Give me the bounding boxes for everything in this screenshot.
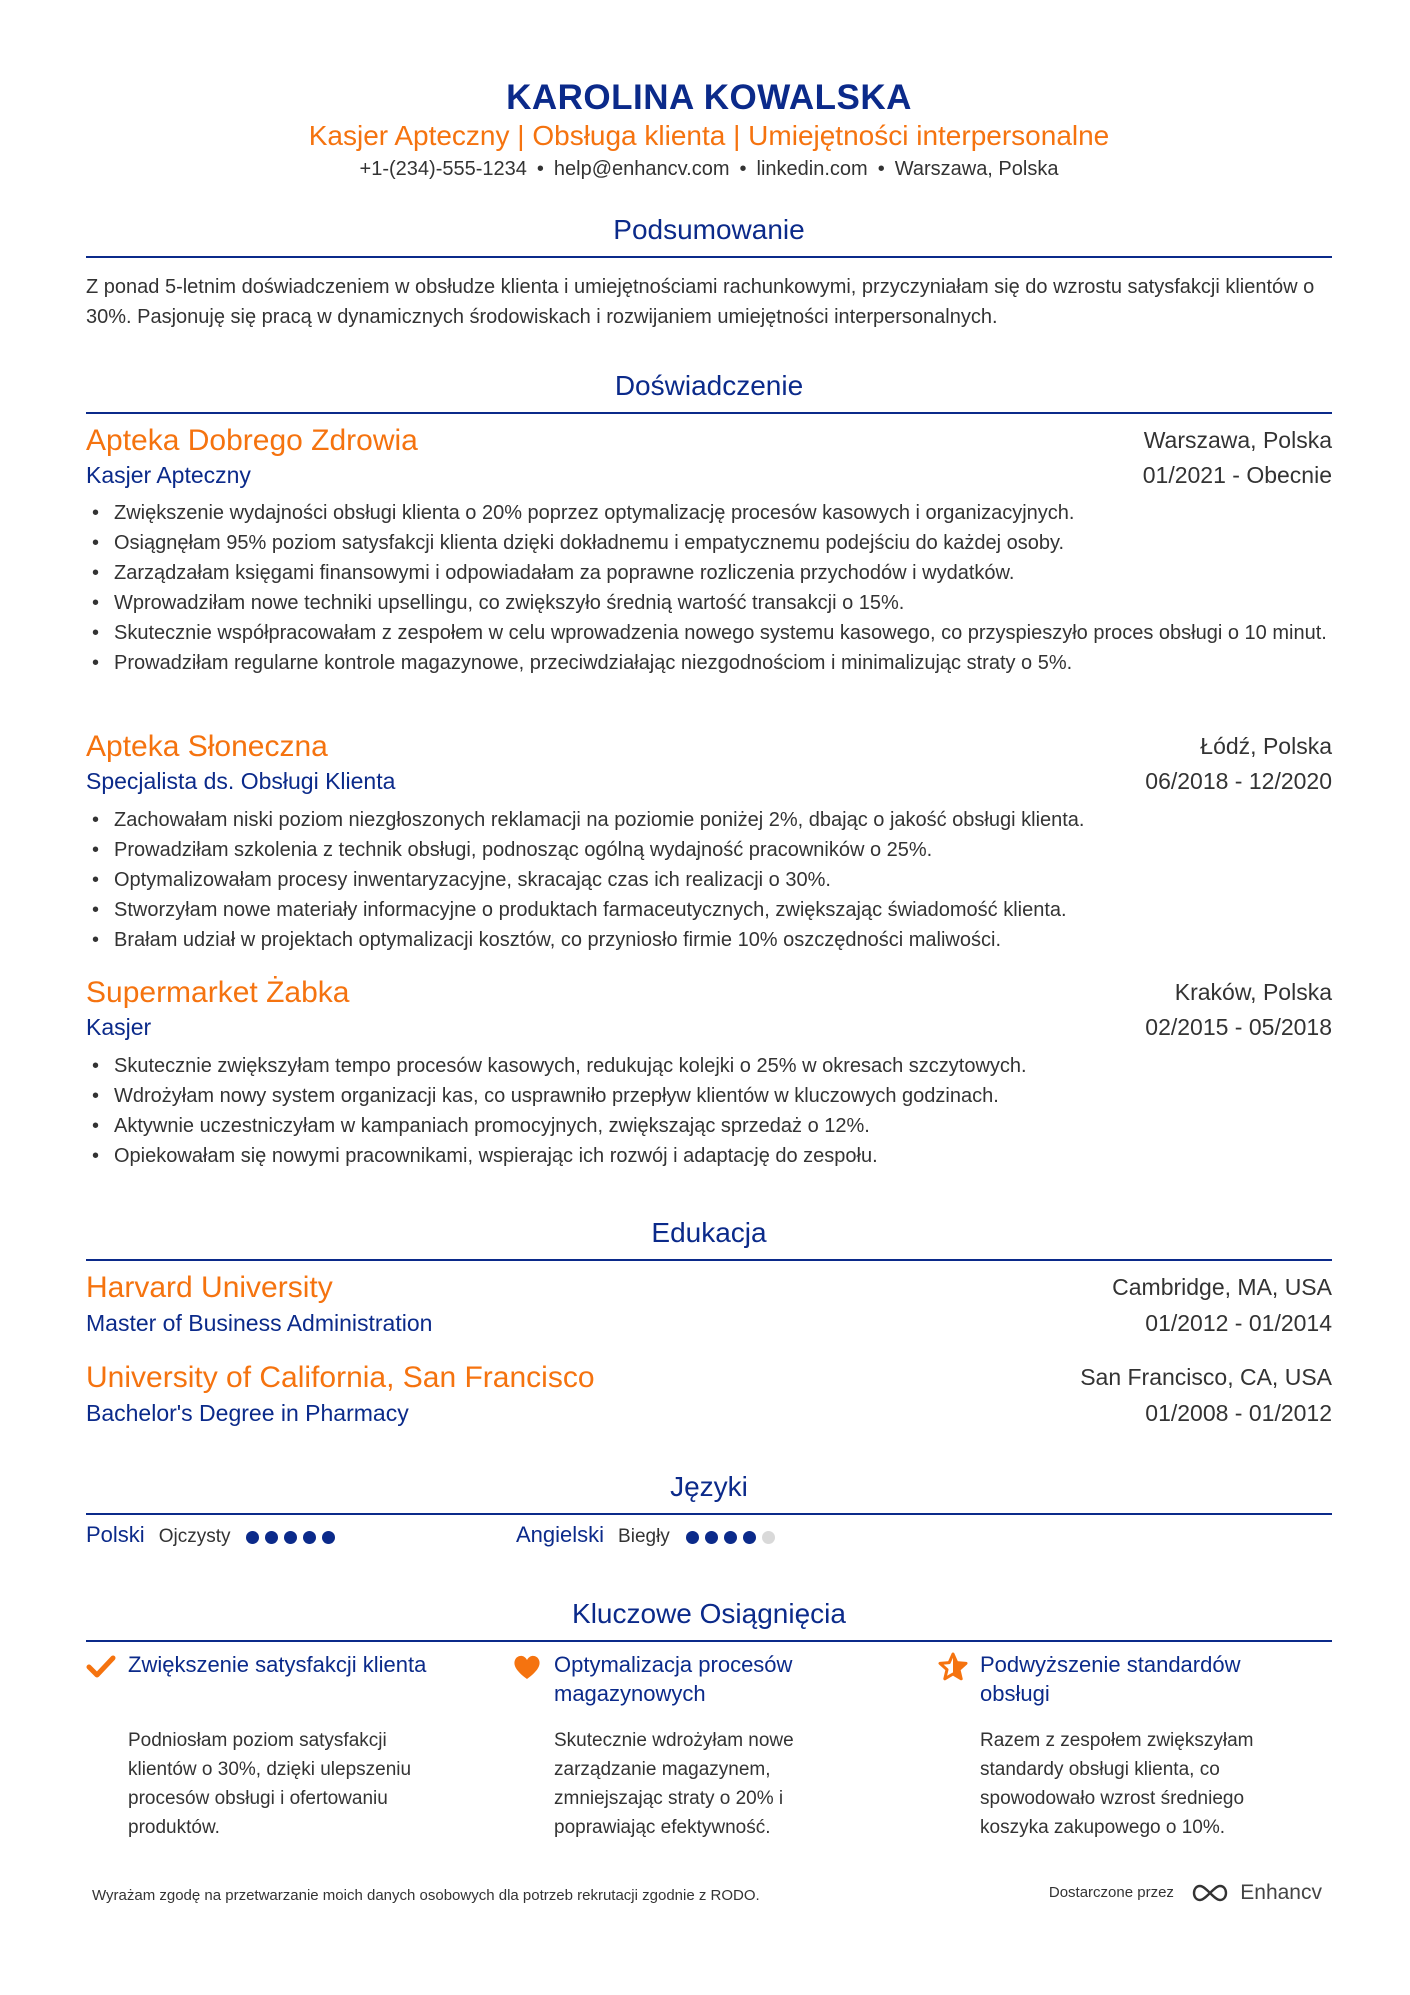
job-dates: 01/2021 - Obecnie (1142, 462, 1332, 488)
school-location: San Francisco, CA, USA (1080, 1364, 1332, 1390)
achievements-title: Kluczowe Osiągnięcia (572, 1598, 846, 1629)
divider (86, 412, 1332, 414)
rating-dot-filled (705, 1531, 718, 1544)
summary-title: Podsumowanie (613, 214, 805, 245)
phone: +1-(234)-555-1234 (359, 158, 527, 180)
achievement-description: Skutecznie wdrożyłam nowe zarządzanie magazynem, zmniejszając straty o 20% i poprawiając efektywność. (554, 1730, 794, 1838)
brand-name[interactable]: Enhancv (1240, 1881, 1322, 1904)
degree: Master of Business Administration (86, 1310, 433, 1336)
list-item: • Wdrożyłam nowy system organizacji kas, co usprawniło przepływ klientów w kluczowych godzinach. (86, 1081, 1332, 1111)
language-level: Biegły (618, 1526, 670, 1547)
rating-dot-filled (303, 1531, 316, 1544)
list-item: • Zwiększenie wydajności obsługi klienta o 20% poprzez optymalizację procesów kasowych i organizacyjnych. (86, 498, 1332, 528)
job-location: Kraków, Polska (1174, 979, 1332, 1005)
achievement-description: Razem z zespołem zwiększyłam standardy obsługi klienta, co spowodowało wzrost średniego koszyka zakupowego o 10%. (980, 1730, 1254, 1838)
rating-dot-filled (246, 1531, 259, 1544)
location: Warszawa, Polska (894, 158, 1059, 180)
degree: Bachelor's Degree in Pharmacy (86, 1400, 409, 1426)
rating-dot-filled (265, 1531, 278, 1544)
school-name: Harvard University (86, 1271, 333, 1304)
linkedin-link[interactable]: linkedin.com (756, 158, 868, 180)
footer-brand (1049, 1881, 1322, 1905)
divider (86, 1640, 1332, 1642)
job-bullets (86, 1051, 1332, 1171)
email[interactable]: help@enhancv.com (553, 158, 730, 180)
achievement-title: Zwiększenie satysfakcji klienta (128, 1652, 427, 1677)
languages-title: Języki (670, 1471, 748, 1502)
experience-title: Doświadczenie (614, 370, 804, 401)
language-item (86, 1522, 341, 1548)
list-item: • Skutecznie zwiększyłam tempo procesów kasowych, redukując kolejki o 25% w okresach szczytowych. (86, 1051, 1332, 1081)
school-name: University of California, San Francisco (86, 1361, 595, 1394)
language-name: Polski (86, 1522, 145, 1547)
check-icon (86, 1652, 116, 1682)
achievement-title: Optymalizacja procesów magazynowych (554, 1652, 793, 1706)
star-icon (938, 1652, 968, 1682)
list-item: • Optymalizowałam procesy inwentaryzacyjne, skracając czas ich realizacji o 30%. (86, 865, 1332, 895)
job-location: Warszawa, Polska (1143, 427, 1332, 453)
education-title: Edukacja (651, 1217, 767, 1248)
job-location: Łódź, Polska (1200, 733, 1332, 759)
job-bullets (86, 805, 1332, 955)
language-item (516, 1522, 781, 1548)
education-dates: 01/2008 - 01/2012 (1145, 1400, 1332, 1426)
enhancv-logo-icon (1188, 1882, 1232, 1904)
divider (86, 1513, 1332, 1515)
language-name: Angielski (516, 1522, 605, 1547)
language-level: Ojczysty (158, 1526, 231, 1547)
list-item: • Prowadziłam szkolenia z technik obsługi, podnosząc ogólną wydajność pracowników o 25%. (86, 835, 1332, 865)
divider (86, 1259, 1332, 1261)
contact-line: +1-(234)-555-1234 • help@enhancv.com • linkedin.com • Warszawa, Polska (359, 158, 1059, 180)
gdpr-consent: Wyrażam zgodę na przetwarzanie moich danych osobowych dla potrzeb rekrutacji zgodnie z RODO. (92, 1887, 760, 1904)
list-item: • Prowadziłam regularne kontrole magazynowe, przeciwdziałając niezgodnościom i minimalizując straty o 5%. (86, 648, 1332, 678)
job-bullets (86, 498, 1332, 678)
candidate-headline: Kasjer Apteczny | Obsługa klienta | Umiejętności interpersonalne (308, 120, 1110, 151)
summary-text: Z ponad 5-letnim doświadczeniem w obsłudze klienta i umiejętnościami rachunkowymi, przyczyniałam się do wzrostu satysfakcji klientów o 30%. Pasjonuję się pracą w dynamicznych środowiskach i rozwijaniem umiejętności interpersonalnych. (86, 276, 1315, 328)
list-item: • Stworzyłam nowe materiały informacyjne o produktach farmaceutycznych, zwiększając świadomość klienta. (86, 895, 1332, 925)
job-dates: 06/2018 - 12/2020 (1145, 768, 1332, 794)
divider (86, 256, 1332, 258)
job-role: Kasjer (86, 1014, 152, 1040)
company-name: Apteka Słoneczna (86, 730, 328, 763)
job-role: Kasjer Apteczny (86, 462, 251, 488)
rating-dot-filled (322, 1531, 335, 1544)
company-name: Apteka Dobrego Zdrowia (86, 424, 418, 457)
candidate-name: KAROLINA KOWALSKA (506, 78, 912, 117)
list-item: • Brałam udział w projektach optymalizacji kosztów, co przyniosło firmie 10% oszczędności maliwości. (86, 925, 1332, 955)
education-dates: 01/2012 - 01/2014 (1145, 1310, 1332, 1336)
list-item: • Aktywnie uczestniczyłam w kampaniach promocyjnych, zwiększając sprzedaż o 12%. (86, 1111, 1332, 1141)
list-item: • Osiągnęłam 95% poziom satysfakcji klienta dzięki dokładnemu i empatycznemu podejściu do każdej osoby. (86, 528, 1332, 558)
list-item: • Zarządzałam księgami finansowymi i odpowiadałam za poprawne rozliczenia przychodów i wydatków. (86, 558, 1332, 588)
language-rating (686, 1529, 781, 1547)
rating-dot-empty (762, 1531, 775, 1544)
list-item: • Zachowałam niski poziom niezgłoszonych reklamacji na poziomie poniżej 2%, dbając o jakość obsługi klienta. (86, 805, 1332, 835)
achievement-title: Podwyższenie standardów obsługi (980, 1652, 1241, 1706)
company-name: Supermarket Żabka (86, 976, 350, 1009)
language-rating (246, 1529, 341, 1547)
rating-dot-filled (743, 1531, 756, 1544)
list-item: • Opiekowałam się nowymi pracownikami, wspierając ich rozwój i adaptację do zespołu. (86, 1141, 1332, 1171)
list-item: • Skutecznie współpracowałam z zespołem w celu wprowadzenia nowego systemu kasowego, co przyspieszyło proces obsługi o 10 minut. (86, 618, 1332, 648)
rating-dot-filled (686, 1531, 699, 1544)
job-role: Specjalista ds. Obsługi Klienta (86, 768, 396, 794)
achievement-description: Podniosłam poziom satysfakcji klientów o 30%, dzięki ulepszeniu procesów obsługi i ofertowaniu produktów. (128, 1730, 412, 1838)
school-location: Cambridge, MA, USA (1112, 1274, 1332, 1300)
heart-icon (512, 1652, 542, 1682)
rating-dot-filled (284, 1531, 297, 1544)
rating-dot-filled (724, 1531, 737, 1544)
powered-by-label: Dostarczone przez (1048, 1883, 1174, 1901)
job-dates: 02/2015 - 05/2018 (1145, 1014, 1332, 1040)
list-item: • Wprowadziłam nowe techniki upsellingu, co zwiększyło średnią wartość transakcji o 15%. (86, 588, 1332, 618)
